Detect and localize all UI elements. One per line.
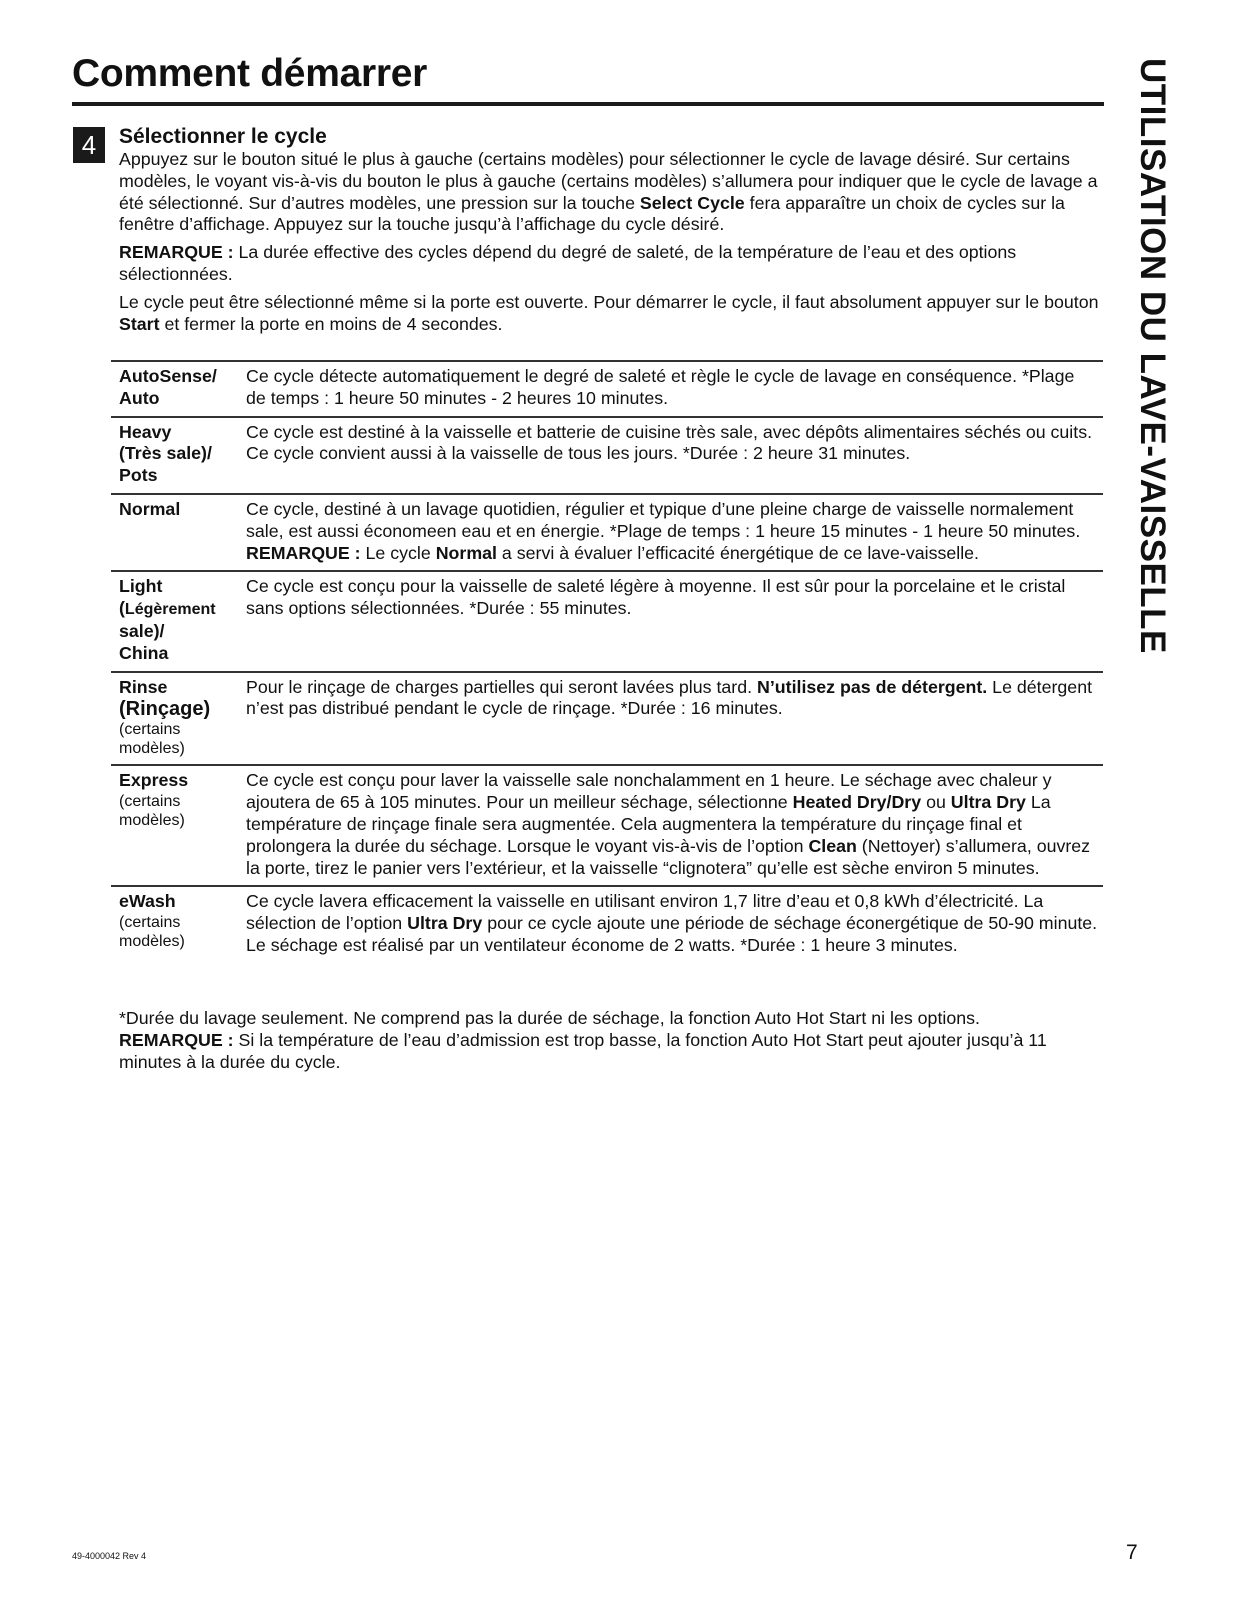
desc-text: pour ce cycle ajoute une période de séchage éconergétique de 50-90 minute. Le séchage est réalisé par un ventilateur économe de 2 watts. *Durée : 1 heure 3 minutes. [246,913,1098,955]
desc-bold-term: Heated Dry/Dry [792,792,922,813]
cycle-name-line: Heavy [119,421,172,442]
cycle-name-line: Light [119,576,163,597]
cycle-name-line: China [119,642,169,663]
cycle-description [236,765,1103,886]
footnote [119,1008,1109,1073]
cycle-name [111,672,236,766]
cycle-name-line: (Rinçage) [119,698,211,721]
start-text-b: et fermer la porte en moins de 4 secondes. [159,313,503,334]
table-row [111,571,1103,671]
step-number-badge: 4 [73,127,105,163]
page-title: Comment démarrer [72,52,427,95]
cycle-availability-note: (certains modèles) [119,793,185,830]
cycle-description [236,494,1103,571]
cycle-name-line: eWash [119,891,176,912]
cycle-name-line: ( [119,598,125,619]
desc-bold-term: N’utilisez pas de détergent. [757,676,988,697]
cycle-availability-note: (certains modèles) [119,914,185,951]
desc-text: La température de rinçage finale sera augmentée. Cela augmentera la température du rinçage final et prolongera la durée du séchage. Lorsque le voyant vis-à-vis de l’option [246,792,1051,856]
desc-bold-term: Normal [435,542,497,563]
cycle-description [236,886,1103,962]
intro-text-a: Appuyez sur le bouton situé le plus à gauche (certains modèles) pour sélectionner le cycle de lavage désiré. Sur certains modèles, le voyant vis-à-vis du bouton le plus à gauche (certains modèles) s’allumera pour indiquer que le cycle de lavage a été sélectionné. Sur d’autres modèles, une pression sur la touche [119,149,1098,213]
table-row [111,417,1103,494]
cycle-description: Ce cycle détecte automatiquement le degré de saleté et règle le cycle de lavage en conséquence. *Plage de temps : 1 heure 50 minutes - 2 heures 10 minutes. [236,361,1103,417]
desc-bold-term: Ultra Dry [407,913,483,934]
cycle-description: Ce cycle est conçu pour la vaisselle de saleté légère à moyenne. Il est sûr pour la porcelaine et le cristal sans options sélectionnées. *Durée : 55 minutes. [236,571,1103,671]
cycle-name: Normal [111,494,236,571]
table-row [111,672,1103,766]
note-label: REMARQUE : [119,242,234,263]
section-side-title: UTILISATION DU LAVE-VAISSELLE [1133,58,1172,654]
start-text-a: Le cycle peut être sélectionné même si la porte est ouverte. Pour démarrer le cycle, il faut absolument appuyer sur le bouton [119,291,1099,312]
desc-text: Le détergent n’est pas distribué pendant le cycle de rinçage. *Durée : 16 minutes. [246,676,1093,719]
start-paragraph [119,292,1104,336]
table-row [111,765,1103,886]
cycle-name-line: (Très sale)/ [119,443,212,464]
table-row [111,886,1103,962]
footnote-note-label: REMARQUE : [119,1029,234,1050]
cycle-availability-note: (certains modèles) [119,721,185,758]
cycle-name-line: Légèrement [124,601,216,619]
footnote-line: *Durée du lavage seulement. Ne comprend pas la durée de séchage, la fonction Auto Hot Start ni les options. [119,1008,980,1028]
desc-text: Ce cycle est conçu pour laver la vaisselle sale nonchalamment en 1 heure. Le séchage avec chaleur y ajoutera de 65 à 105 minutes. Pour un meilleur séchage, sélectionne [246,770,1052,813]
cycle-name [111,886,236,962]
cycle-name-line: Rinse [119,676,168,697]
document-code: 49-4000042 Rev 4 [72,1551,147,1561]
cycle-name [111,765,236,886]
select-cycle-term: Select Cycle [639,192,745,213]
cycle-description [236,672,1103,766]
desc-text: Le cycle [360,542,436,563]
desc-text: Pour le rinçage de charges partielles qui seront lavées plus tard. [246,676,758,697]
step-heading: Sélectionner le cycle [119,125,327,148]
table-row [111,361,1103,417]
desc-text: (Nettoyer) s’allumera, ouvrez la porte, tirez le panier vers l’extérieur, et la vaisselle “clignotera” qu’elle est sèche environ 5 minutes. [246,835,1091,878]
cycle-name [111,571,236,671]
step-content [119,124,1104,341]
cycle-name: AutoSense/ Auto [111,361,236,417]
cycle-name-line: sale)/ [119,620,165,641]
footnote-note-text: Si la température de l’eau d’admission est trop basse, la fonction Auto Hot Start peut ajouter jusqu’à 11 minutes à la durée du cycle. [119,1029,1047,1072]
start-term: Start [119,313,160,334]
desc-text: ou [921,792,951,813]
desc-note-label: REMARQUE : [246,542,361,563]
desc-text: Ce cycle, destiné à un lavage quotidien, régulier et typique d’une pleine charge de vaisselle normalement sale, est aussi économeen eau et en énergie. *Plage de temps : 1 heure 15 minutes - 1 heure 50 minutes. [246,498,1081,541]
table-row [111,494,1103,571]
desc-bold-term: Clean [808,835,857,856]
page-number: 7 [1126,1541,1138,1564]
cycle-description: Ce cycle est destiné à la vaisselle et batterie de cuisine très sale, avec dépôts alimentaires séchés ou cuits. Ce cycle convient aussi à la vaisselle de tous les jours. *Durée : 2 heure 31 minutes. [236,417,1103,494]
note-text: La durée effective des cycles dépend du degré de saleté, de la température de l’eau et des options sélectionnées. [119,242,1017,284]
note-paragraph [119,242,1104,286]
cycle-name-line: Pots [119,465,158,486]
cycle-name [111,417,236,494]
intro-paragraph [119,149,1104,236]
desc-text: a servi à évaluer l’efficacité énergétique de ce lave-vaisselle. [496,542,979,563]
desc-bold-term: Ultra Dry [950,792,1026,813]
desc-text: Ce cycle lavera efficacement la vaisselle en utilisant environ 1,7 litre d’eau et 0,8 kWh d’électricité. La sélection de l’option [246,891,1044,934]
title-divider [72,102,1104,106]
cycle-name-line: Express [119,770,189,791]
intro-text-b: fera apparaître un choix de cycles sur la fenêtre d’affichage. Appuyez sur la touche jusqu’à l’affichage du cycle désiré. [119,192,1065,235]
cycles-table [111,360,1103,963]
